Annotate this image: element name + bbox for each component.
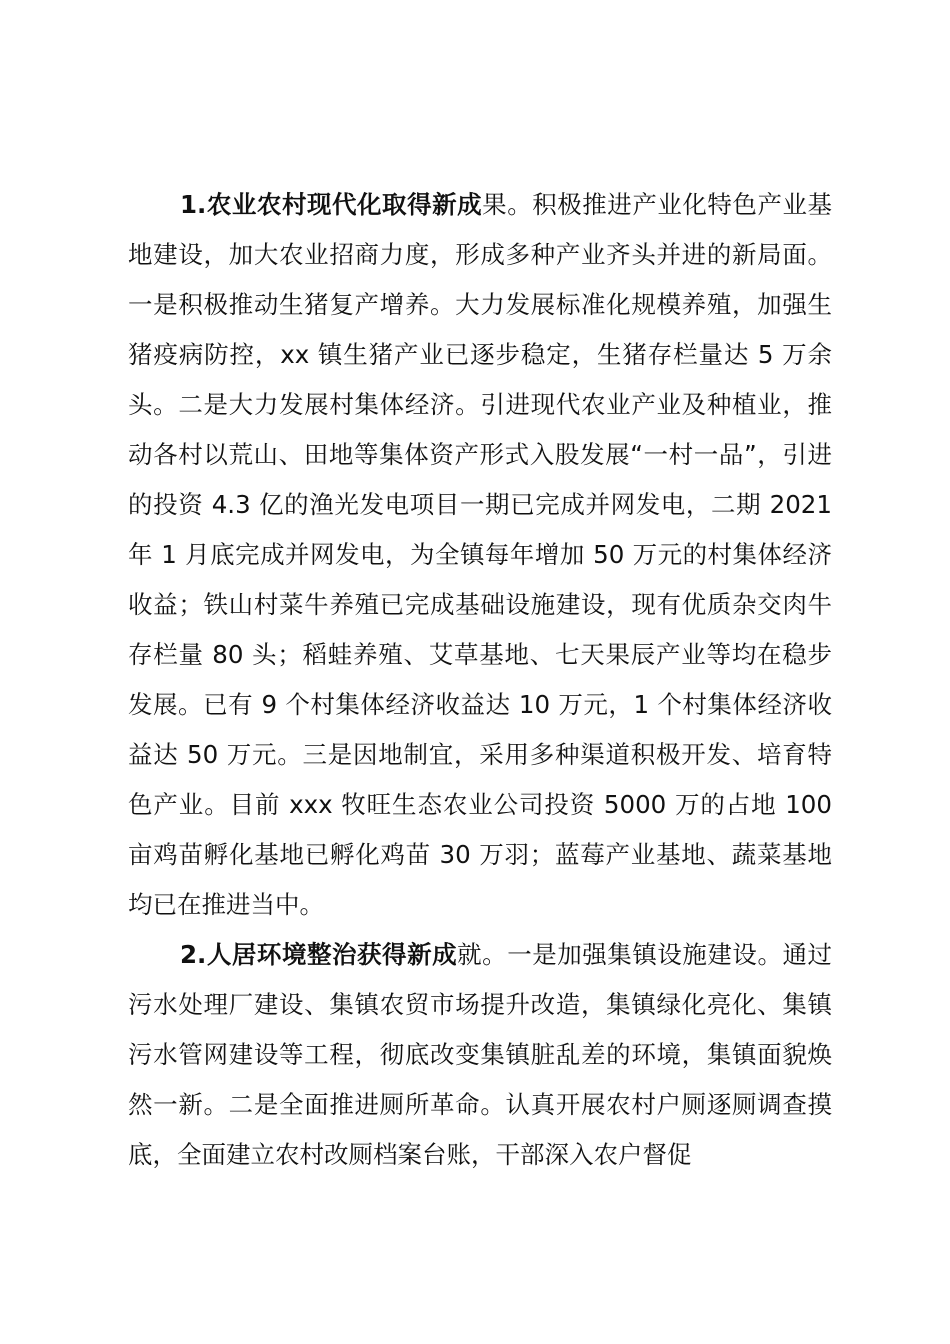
paragraph-living-environment [128, 930, 832, 1180]
paragraph-agriculture-modernization [128, 180, 832, 930]
paragraph-text: 果。积极推进产业化特色产业基地建设，加大农业招商力度，形成多种产业齐头并进的新局面。一是积极推动生猪复产增养。大力发展标准化规模养殖，加强生猪疫病防控，xx 镇生猪产业已逐步稳定，生猪存栏量达 5 万余头。二是大力发展村集体经济。引进现代农业产业及种植业，推动各村以荒山、田地等集体资产形式入股发展“一村一品”，引进的投资 4.3 亿的渔光发电项目一期已完成并网发电，二期 2021 年 1 月底完成并网发电，为全镇每年增加 50 万元的村集体经济收益；铁山村菜牛养殖已完成基础设施建设，现有优质杂交肉牛存栏量 80 头；稻蛙养殖、艾草基地、七天果辰产业等均在稳步发展。已有 9 个村集体经济收益达 10 万元，1 个村集体经济收益达 50 万元。三是因地制宜，采用多种渠道积极开发、培育特色产业。目前 xxx 牧旺生态农业公司投资 5000 万的占地 100 亩鸡苗孵化基地已孵化鸡苗 30 万羽；蓝莓产业基地、蔬菜基地均已在推进当中。 [128, 190, 833, 919]
paragraph-heading: 1.农业农村现代化取得新成 [180, 190, 483, 219]
paragraph-text: 就。一是加强集镇设施建设。通过污水处理厂建设、集镇农贸市场提升改造，集镇绿化亮化、集镇污水管网建设等工程，彻底改变集镇脏乱差的环境，集镇面貌焕然一新。二是全面推进厕所革命。认真开展农村户厕逐厕调查摸底，全面建立农村改厕档案台账，干部深入农户督促 [128, 940, 832, 1169]
document-body [128, 180, 832, 1180]
paragraph-heading: 2.人居环境整治获得新成 [180, 940, 458, 969]
